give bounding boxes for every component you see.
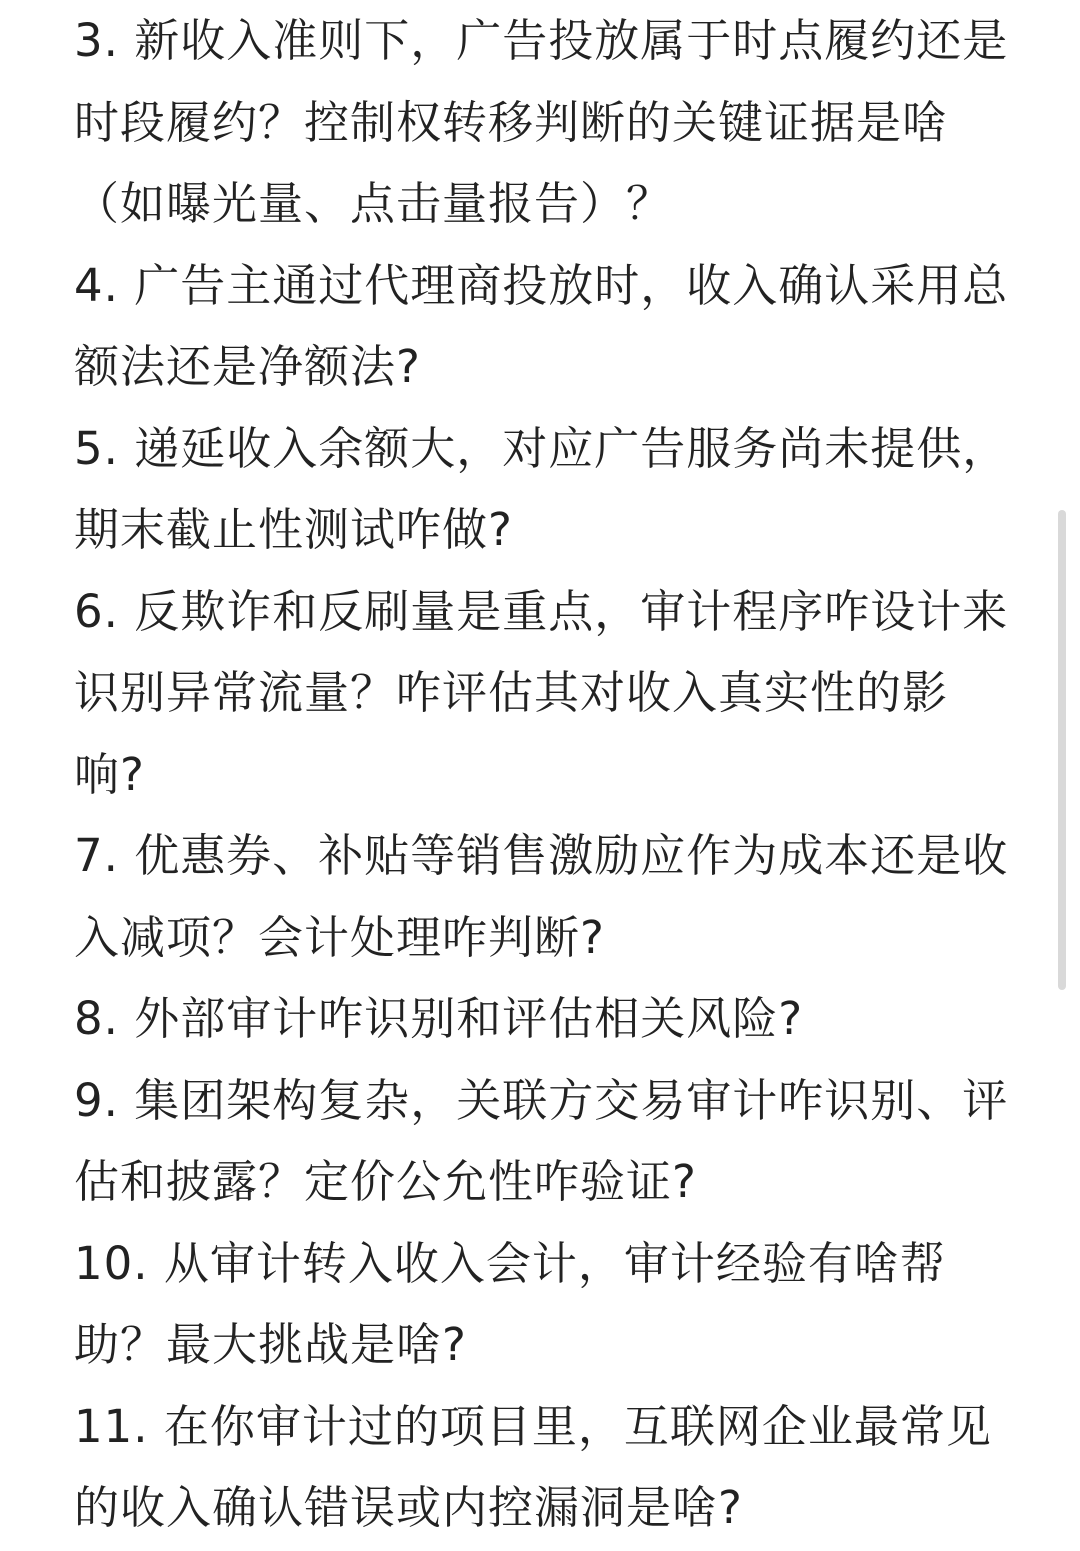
article-content	[74, 0, 1014, 1549]
list-item-9: 9. 集团架构复杂，关联方交易审计咋识别、评估和披露？定价公允性咋验证?	[74, 1073, 1009, 1208]
list-item-4: 4. 广告主通过代理商投放时，收入确认采用总额法还是净额法?	[74, 258, 1009, 393]
list-item-5: 5. 递延收入余额大，对应广告服务尚未提供，期末截止性测试咋做?	[74, 421, 1009, 556]
list-item-6: 6. 反欺诈和反刷量是重点，审计程序咋设计来识别异常流量？咋评估其对收入真实性的影响?	[74, 584, 1009, 801]
list-item-10: 10. 从审计转入收入会计，审计经验有啥帮助？最大挑战是啥?	[74, 1236, 946, 1371]
scrollbar-thumb[interactable]	[1058, 510, 1066, 990]
list-item-3: 3. 新收入准则下，广告投放属于时点履约还是时段履约？控制权转移判断的关键证据是啥（如曝光量、点击量报告）？	[74, 14, 1009, 230]
list-item-11: 11. 在你审计过的项目里，互联网企业最常见的收入确认错误或内控漏洞是啥?	[74, 1399, 992, 1534]
list-item-8: 8. 外部审计咋识别和评估相关风险?	[74, 992, 804, 1045]
list-item-7: 7. 优惠券、补贴等销售激励应作为成本还是收入减项？会计处理咋判断?	[74, 829, 1009, 964]
